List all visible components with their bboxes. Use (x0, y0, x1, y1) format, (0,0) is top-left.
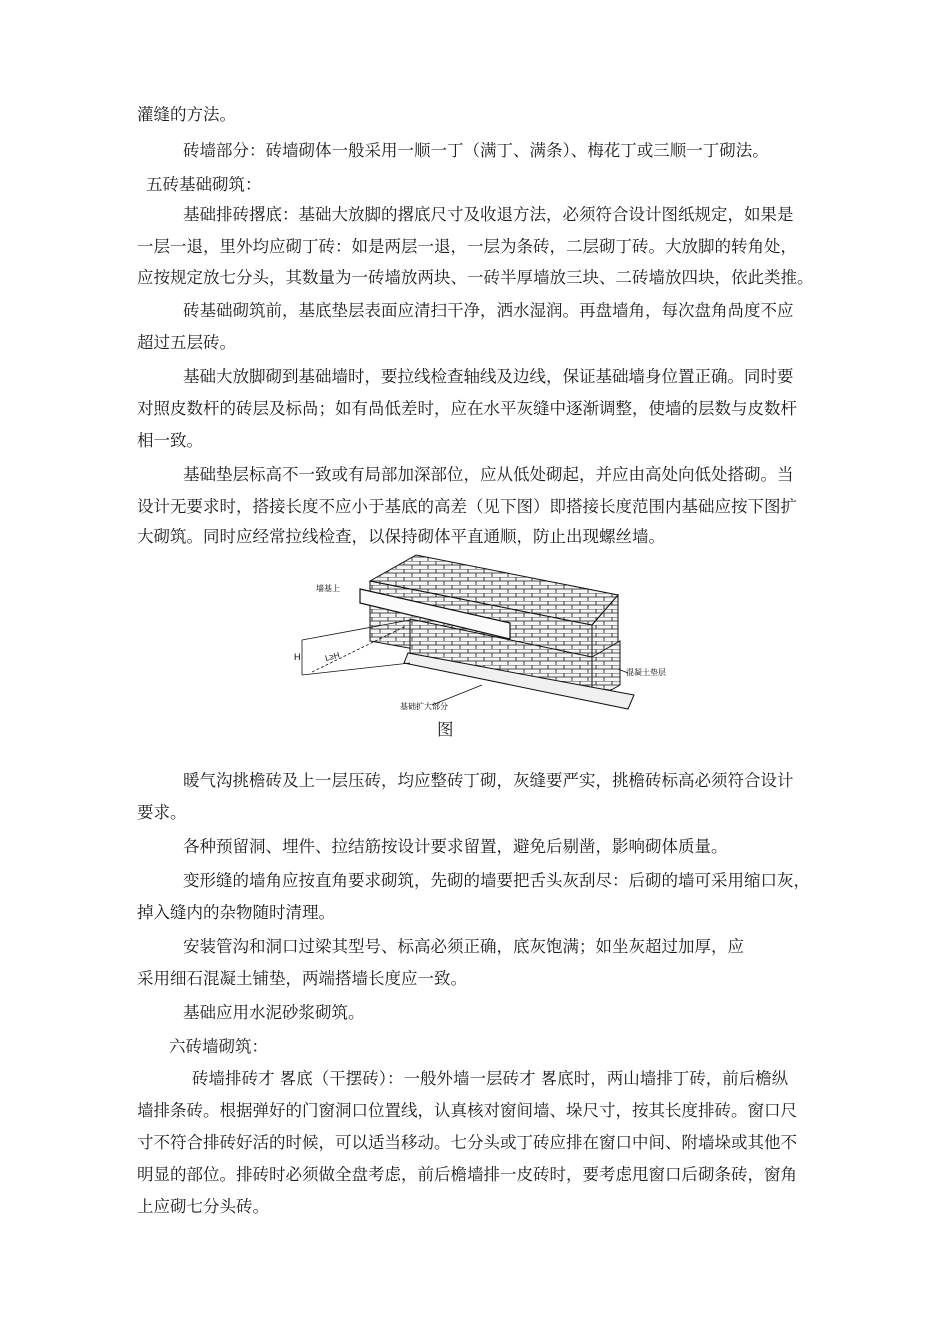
text-line: 砖基础砌筑前，基底垫层表面应清扫干净，洒水湿润。再盘墙角，每次盘角咼度不应 (183, 301, 794, 320)
label-height-h: H (294, 652, 301, 662)
figure-caption: 图 (437, 720, 454, 739)
text-line: 基础排砖撂底：基础大放脚的撂底尺寸及收退方法，必须符合设计图纸规定，如果是 (183, 205, 794, 224)
text-line: 基础垫层标高不一致或有局部加深部位，应从低处砌起，并应由高处向低处搭砌。当 (183, 465, 794, 484)
label-concrete-cushion: 混凝土垫层 (626, 668, 666, 677)
label-enlarged-part: 基础扩大部分 (400, 702, 448, 711)
text-line: 变形缝的墙角应按直角要求砌筑，先砌的墙要把舌头灰刮尽：后砌的墙可采用缩口灰， (183, 871, 810, 890)
text-line: 掉入缝内的杂物随时清理。 (137, 903, 335, 922)
text-line: 要求。 (137, 803, 187, 822)
label-wall-base: 墙基上 (316, 584, 340, 593)
text-line: 超过五层砖。 (137, 333, 236, 352)
text-line: 安装管沟和洞口过梁其型号、标高必须正确，底灰饱满；如坐灰超过加厚，应 (183, 937, 744, 956)
text-line: 砖墙排砖才 畧底（干摆砖）：一般外墙一层砖才 畧底时，两山墙排丁砖，前后檐纵 (192, 1069, 789, 1088)
text-line: 基础大放脚砌到基础墙时，要拉线检查轴线及边线，保证基础墙身位置正确。同时要 (183, 367, 794, 386)
text-line: 相一致。 (137, 431, 203, 450)
text-line: 应按规定放七分头，其数量为一砖墙放两块、一砖半厚墙放三块、二砖墙放四块，依此类推。 (137, 268, 814, 287)
section-heading: 六砖墙砌筑： (169, 1037, 268, 1056)
text-line: 设计无要求时，搭接长度不应小于基底的高差（见下图）即搭接长度范围内基础应按下图扩 (137, 497, 797, 516)
text-line: 上应砌七分头砖。 (137, 1197, 269, 1216)
text-line: 暖气沟挑檐砖及上一层压砖，均应整砖丁砌，灰缝要严实，挑檐砖标高必须符合设计 (183, 771, 794, 790)
text-line: 寸不符合排砖好活的时候，可以适当移动。七分头或丁砖应排在窗口中间、附墙垛或其他不 (137, 1133, 797, 1152)
text-line: 明显的部位。排砖时必须做全盘考虑，前后檐墙排一皮砖时，要考虑甩窗口后砌条砖，窗角 (137, 1165, 797, 1184)
text-line: 一层一退，里外均应砌丁砖：如是两层一退，一层为条砖，二层砌丁砖。大放脚的转角处， (137, 237, 797, 256)
text-line: 砖墙部分：砖墙砌体一般采用一顺一丁（满丁、满条）、梅花丁或三顺一丁砌法。 (183, 141, 769, 160)
text-line: 基础应用水泥砂浆砌筑。 (183, 1003, 365, 1022)
text-line: 大砌筑。同时应经常拉线检查，以保持砌体平直通顺，防止出现螺丝墙。 (137, 527, 665, 546)
section-heading: 五砖基础砌筑： (146, 175, 262, 194)
text-line: 对照皮数杆的砖层及标咼；如有咼低差时，应在水平灰缝中逐渐调整，使墙的层数与皮数杆 (137, 399, 797, 418)
text-line: 各种预留洞、埋件、拉结筋按设计要求留置，避免后剔凿，影响砌体质量。 (183, 837, 728, 856)
text-line: 灌缝的方法。 (137, 105, 236, 124)
text-line: 墙排条砖。根据弹好的门窗洞口位置线，认真核对窗间墙、垛尺寸，按其长度排砖。窗口尺 (137, 1101, 797, 1120)
text-line: 采用细石混凝土铺垫，两端搭墙长度应一致。 (137, 969, 467, 988)
label-slope: L≥H (324, 650, 341, 663)
brick-foundation-diagram (288, 545, 666, 720)
